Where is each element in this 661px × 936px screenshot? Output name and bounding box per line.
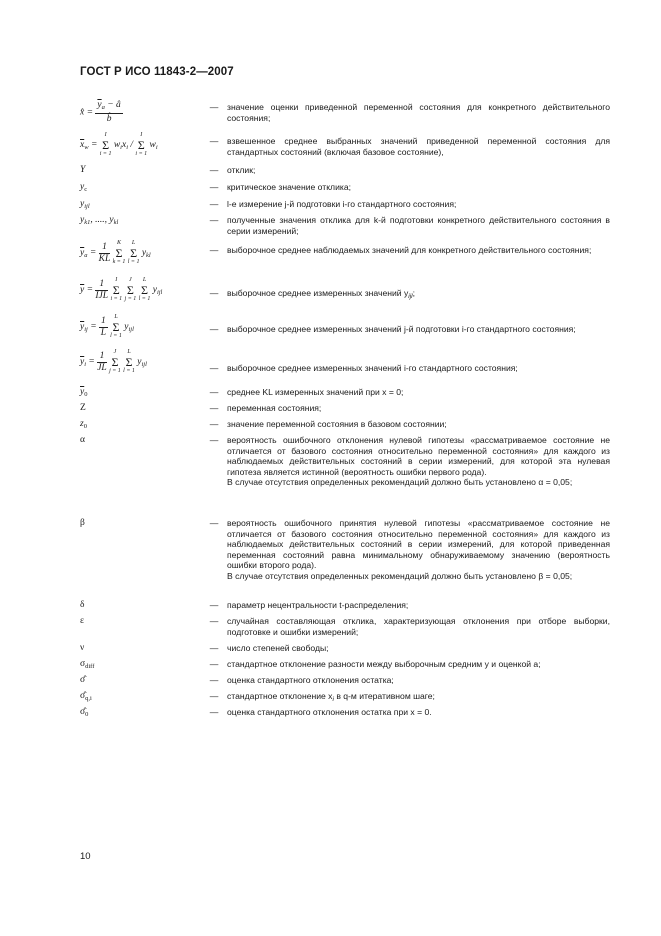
definition-text: параметр нецентральности t-распределения; — [227, 600, 409, 610]
symbol: $\overline{y}_0$ — [80, 387, 88, 398]
definition-note: В случае отсутствия определенных рекомендаций должно быть установлено α = 0,05; — [227, 477, 573, 488]
formula-y-grand-mean: $\overline{y}$ = $\frac{1}{\text{IJL}}$ I Σ i = 1 J Σ j = 1 L Σ l = 1 $y_{ijl}$ — [80, 277, 163, 302]
definition-text — [227, 518, 610, 582]
dash: — — [209, 199, 219, 209]
symbol-sigma-qi: $\sigmâ_{q,i}$ — [80, 691, 92, 702]
symbol: $y_c$ — [80, 182, 88, 193]
definition-text: переменная состояния; — [227, 403, 322, 413]
definition-text: l-е измерение j-й подготовки i-го стандартного состояния; — [227, 199, 457, 209]
definition-text: оценка стандартного отклонения остатка; — [227, 675, 394, 685]
definition-text: выборочное среднее измеренных значений $y_{ijl}$; — [227, 288, 415, 300]
symbol-alpha: α — [80, 435, 85, 445]
dash: — — [209, 363, 219, 373]
definition-text: полученные значения отклика для k-й подготовки конкретного действительного состояния в серии измерений; — [227, 215, 610, 236]
definition-paragraph: вероятность ошибочного принятия нулевой гипотезы «рассматриваемое состояние не отличается от базового состояния относительно переменной состояния» для каждого из наблюдаемых действительных состояний в серии измерений, для которой приведенная переменная состояний равна минимальному обнаруживаемому значению (вероятность ошибки второго рода). — [227, 518, 610, 571]
dash: — — [209, 518, 219, 528]
definition-text: выборочное среднее наблюдаемых значений для конкретного действительного состояния; — [227, 245, 592, 255]
dash: — — [209, 215, 219, 225]
symbol-sigma-diff: $\sigma_{diff}$ — [80, 659, 95, 670]
formula-y-ij-mean: $\overline{y}_{ij}$ = $\frac{1}{L}$ L Σ l = 1 $y_{ijl}$ — [80, 314, 134, 339]
symbol-epsilon: ε — [80, 616, 84, 626]
symbol-beta: β — [80, 518, 85, 528]
symbol-delta: δ — [80, 600, 85, 610]
dash: — — [209, 600, 219, 610]
definition-text: выборочное среднее измеренных значений i-го стандартного состояния; — [227, 363, 518, 373]
dash: — — [209, 419, 219, 429]
dash: — — [209, 403, 219, 413]
definition-text: стандартное отклонение $x_i$ в q-м итеративном шаге; — [227, 691, 435, 703]
dash: — — [209, 182, 219, 192]
dash: — — [209, 659, 219, 669]
definition-text: среднее KL измеренных значений при x = 0; — [227, 387, 404, 397]
definition-text: критическое значение отклика; — [227, 182, 351, 192]
dash: — — [209, 136, 219, 146]
definition-text: случайная составляющая отклика, характеризующая отклонения при отборе выборки, подготовке и ошибки измерений; — [227, 616, 610, 637]
page-number: 10 — [80, 851, 91, 862]
definition-text: выборочное среднее измеренных значений j-й подготовки i-го стандартного состояния; — [227, 324, 576, 334]
formula-x-weighted: $\overline{x}_w = I$ Σ i = 1 $w_ix_i$ / I Σ i = 1 $w_i$ — [80, 132, 158, 157]
formula-y-i-mean: $\overline{y}_i$ = $\frac{1}{JL}$ J Σ j = 1 L Σ l = 1 $y_{ijl}$ — [80, 349, 147, 374]
dash: — — [209, 324, 219, 334]
symbol: Y — [80, 165, 86, 175]
dash: — — [209, 245, 219, 255]
definition-text: взвешенное среднее выбранных значений приведенной переменной состояния для стандартных состояний (включая базовое состояние), — [227, 136, 610, 157]
symbol: $y_{ijl}$ — [80, 199, 90, 210]
dash: — — [209, 387, 219, 397]
dash: — — [209, 616, 219, 626]
formula-x-hat: x̂ = $\frac{\overline{y}_a - â}{b̂}$ — [80, 100, 121, 124]
definition-text: значение оценки приведенной переменной состояния для конкретного действительного состояния; — [227, 102, 610, 123]
dash: — — [209, 288, 219, 298]
dash: — — [209, 675, 219, 685]
dash: — — [209, 691, 219, 701]
symbol: $z_0$ — [80, 419, 87, 430]
symbol: Z — [80, 403, 86, 413]
page-header: ГОСТ Р ИСО 11843-2—2007 — [80, 66, 234, 78]
symbol-nu: ν — [80, 643, 85, 653]
dash: — — [209, 165, 219, 175]
definition-text: значение переменной состояния в базовом состоянии; — [227, 419, 447, 429]
definition-text: число степеней свободы; — [227, 643, 329, 653]
dash: — — [209, 643, 219, 653]
definition-text: оценка стандартного отклонения остатка при x = 0. — [227, 707, 432, 717]
definition-text: отклик; — [227, 165, 256, 175]
symbol-sigma-0: $\sigmâ_0$ — [80, 707, 89, 718]
dash: — — [209, 102, 219, 112]
formula-y-a-mean: $\overline{y}_a$ = $\frac{1}{KL}$ K Σ k = 1 L Σ l = 1 $y_{kl}$ — [80, 240, 151, 265]
definition-text: стандартное отклонение разности между выборочным средним y и оценкой a; — [227, 659, 541, 669]
definition-note: В случае отсутствия определенных рекомендаций должно быть установлено β = 0,05; — [227, 570, 573, 581]
symbol: $y_{k1}$, ...., $y_{kl}$ — [80, 215, 119, 226]
definition-paragraph: вероятность ошибочного отклонения нулевой гипотезы «рассматриваемое состояние не отличается от базового состояния относительно переменной состояния» для каждого из наблюдаемых действительных состояний в серии измерений, для которой эта нулевая гипотеза является истинной (вероятность ошибки первого рода). — [227, 435, 610, 477]
definition-text — [227, 435, 610, 488]
dash: — — [209, 707, 219, 717]
symbol-sigma-hat: σ̂ — [80, 675, 86, 685]
dash: — — [209, 435, 219, 445]
